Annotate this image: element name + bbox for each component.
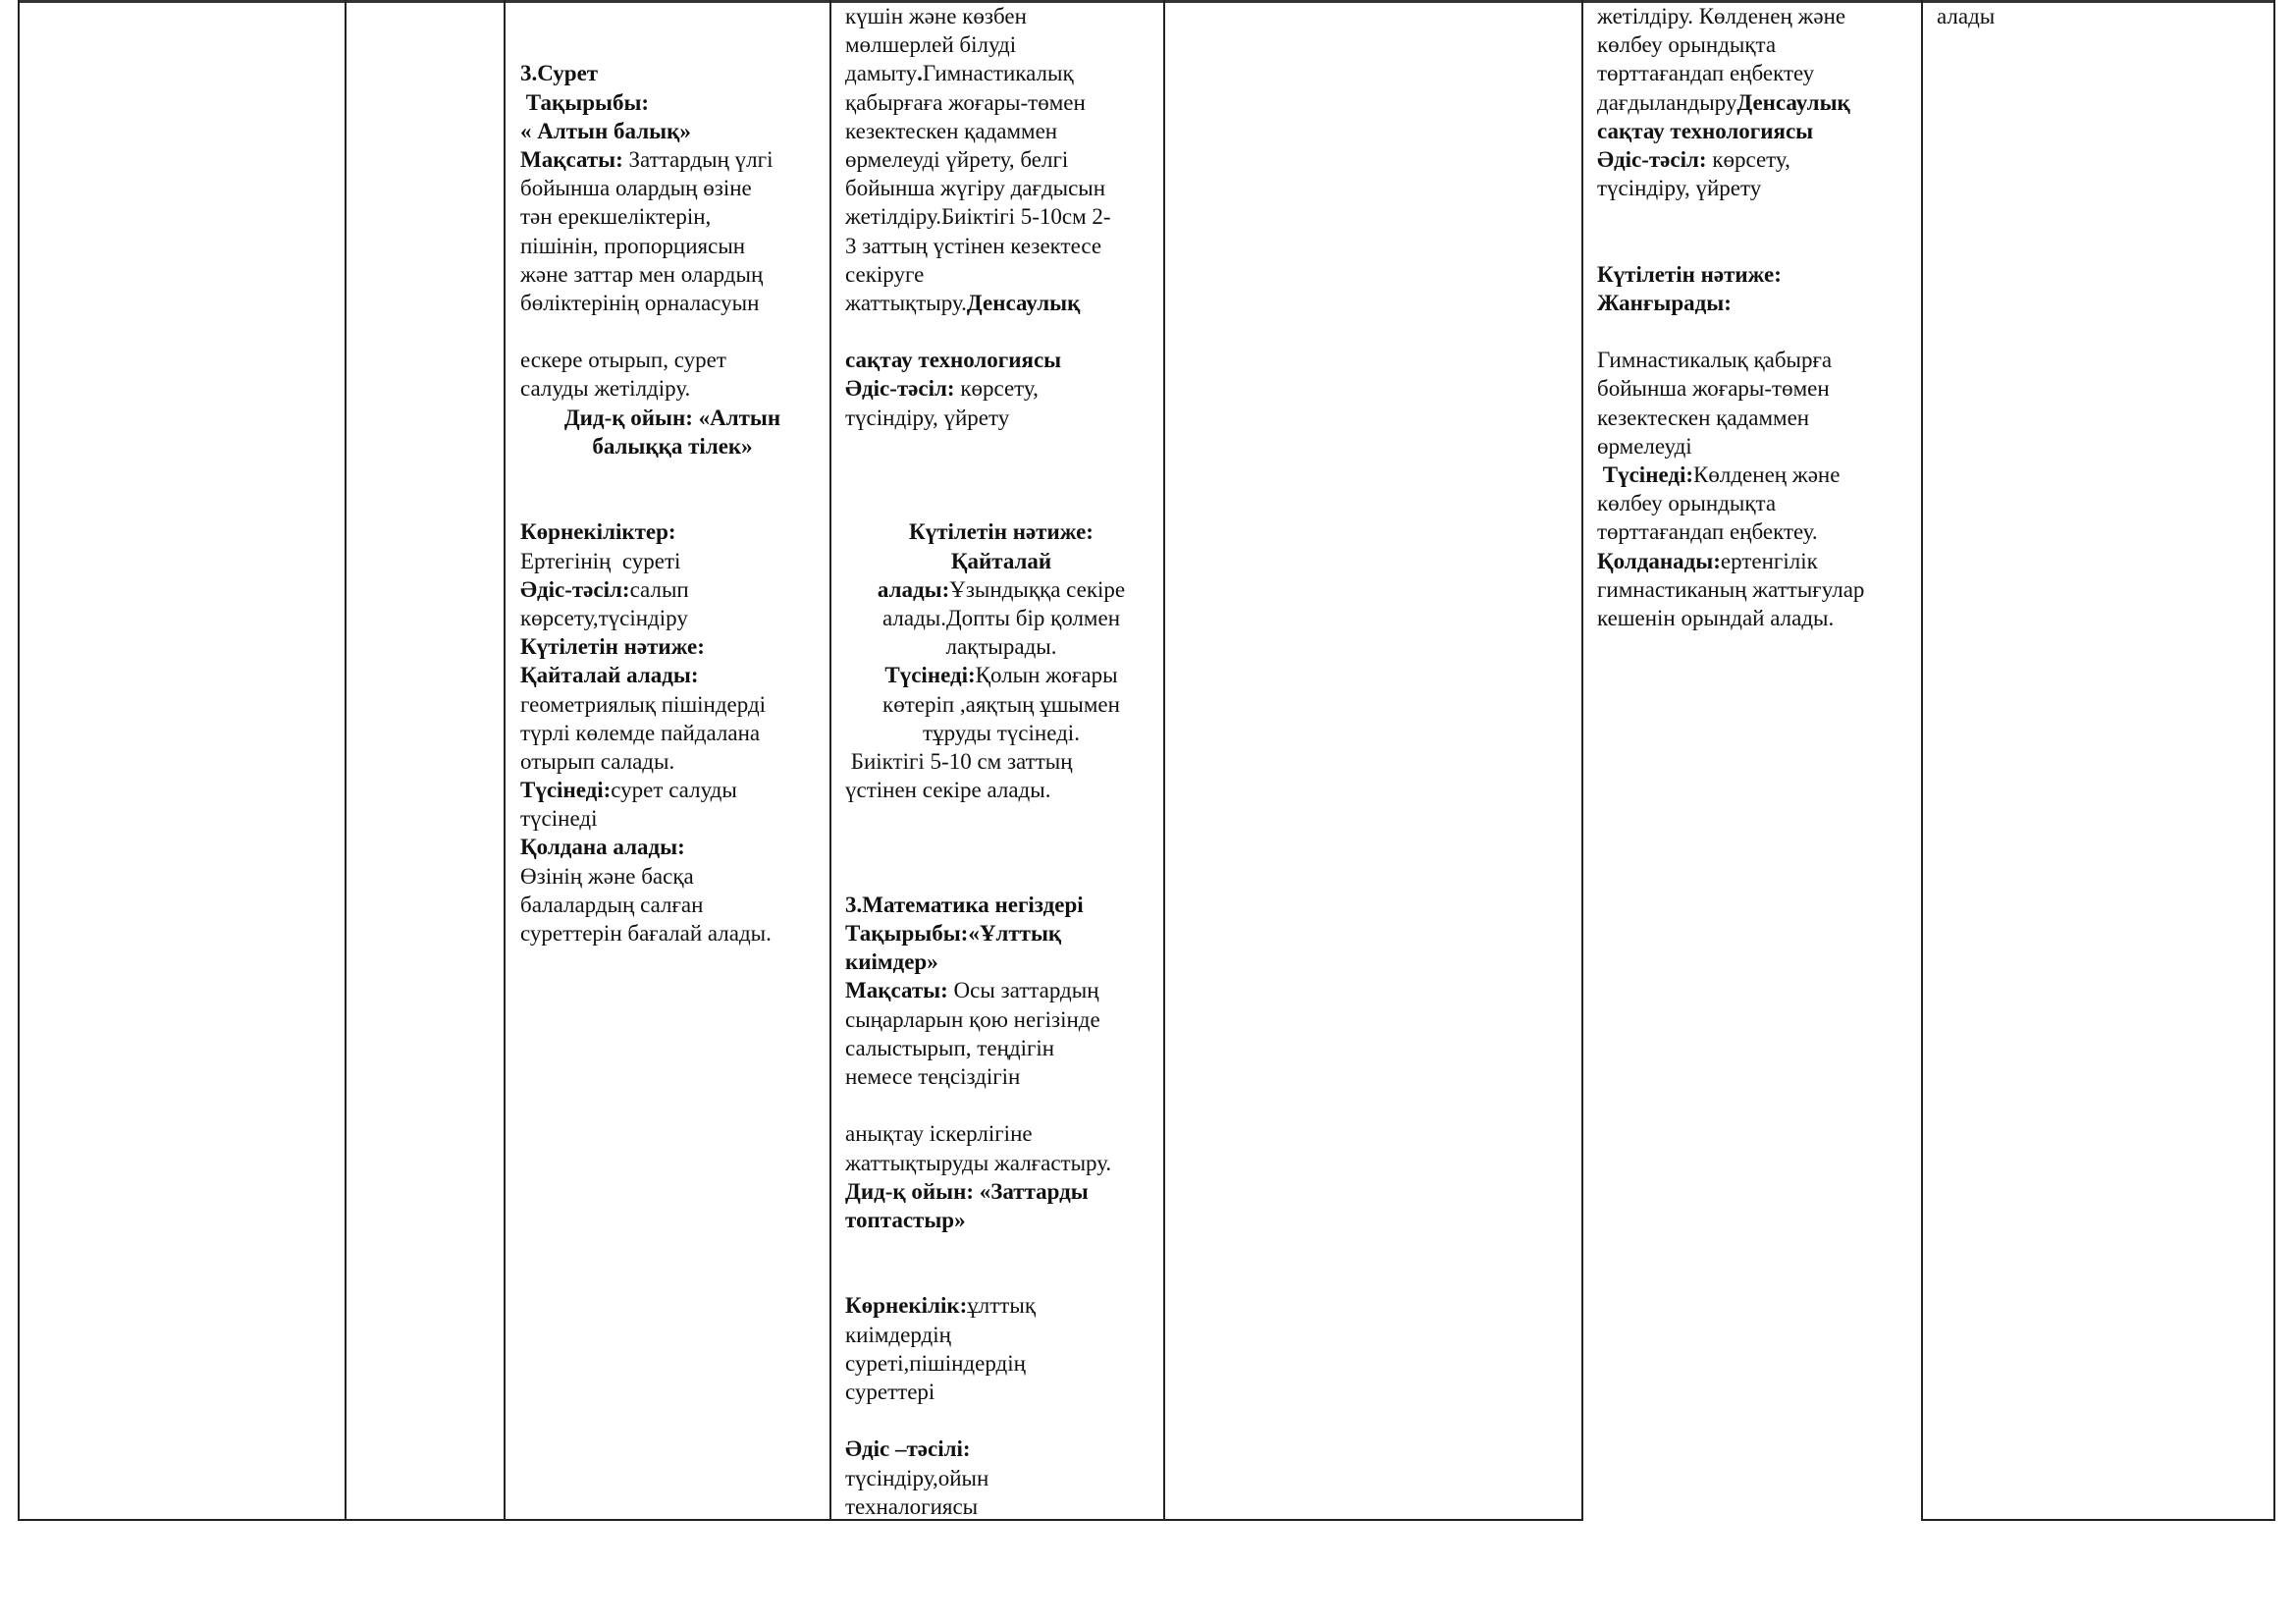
column-divider bbox=[1921, 0, 1923, 1521]
text-segment: ертенгілік bbox=[1720, 548, 1818, 573]
text-line bbox=[845, 1349, 1157, 1378]
text-line bbox=[1937, 2, 2266, 30]
bold-label: Әдіс-тәсіл: bbox=[1597, 146, 1707, 172]
text-line bbox=[845, 1378, 1157, 1406]
text-line bbox=[845, 632, 1157, 661]
column-divider bbox=[829, 0, 831, 1521]
blank-line bbox=[520, 30, 825, 59]
text-segment: түсіндіру, үйрету bbox=[845, 405, 1010, 430]
bold-label: Түсінеді: bbox=[884, 663, 976, 688]
text-segment: жаттықтыру. bbox=[845, 290, 967, 315]
text-segment: және заттар мен олардың bbox=[520, 261, 764, 287]
bold-label: Мақсаты: bbox=[520, 146, 623, 172]
text-segment: пішінін, пропорциясын bbox=[520, 233, 746, 258]
text-line bbox=[520, 202, 825, 231]
blank-line bbox=[845, 1091, 1157, 1119]
text-segment: көлбеу орындықта bbox=[1597, 491, 1777, 516]
text-line bbox=[845, 260, 1157, 289]
text-segment: бойынша жоғары-төмен bbox=[1597, 376, 1830, 402]
text-line bbox=[1597, 346, 1916, 374]
text-line bbox=[520, 747, 825, 776]
text-segment: түсіндіру,ойын bbox=[845, 1465, 989, 1490]
text-segment: өрмелеуді bbox=[1597, 433, 1692, 459]
text-line bbox=[520, 374, 825, 403]
text-segment: көрсету,түсіндіру bbox=[520, 605, 688, 630]
text-segment: мөлшерлей білуді bbox=[845, 32, 1017, 58]
blank-line bbox=[1597, 232, 1916, 260]
text-segment: жаттықтыруды жалғастыру. bbox=[845, 1150, 1112, 1175]
text-segment: тұруды түсінеді. bbox=[923, 720, 1080, 745]
bold-label: Жанғырады: bbox=[1597, 290, 1732, 315]
cell-physical-and-math-lesson bbox=[845, 2, 1157, 1521]
text-line bbox=[845, 1435, 1157, 1463]
bold-label: Әдіс-тәсіл: bbox=[845, 376, 955, 402]
text-segment: анықтау іскерлігіне bbox=[845, 1121, 1033, 1147]
text-line bbox=[845, 1062, 1157, 1091]
bold-label: топтастыр» bbox=[845, 1207, 966, 1232]
bold-label: 3.Математика негіздері bbox=[845, 892, 1084, 917]
bold-label: Қайталай bbox=[950, 548, 1052, 573]
blank-line bbox=[845, 489, 1157, 517]
text-segment: балалардың салған bbox=[520, 892, 704, 917]
text-line bbox=[845, 1005, 1157, 1034]
text-segment: жетілдіру.Биіктігі 5-10см 2- bbox=[845, 204, 1111, 230]
text-line bbox=[845, 145, 1157, 174]
text-line bbox=[520, 833, 825, 861]
text-segment: сурет салуды bbox=[611, 778, 737, 803]
text-segment: ұлттық bbox=[967, 1293, 1036, 1319]
blank-line bbox=[520, 2, 825, 30]
text-line bbox=[845, 719, 1157, 747]
blank-line bbox=[845, 1406, 1157, 1435]
text-line bbox=[520, 719, 825, 747]
text-segment: гимнастиканың жаттығулар bbox=[1597, 576, 1865, 602]
text-line bbox=[520, 661, 825, 689]
text-segment: төрттағандап еңбектеу bbox=[1597, 61, 1815, 86]
text-line bbox=[845, 919, 1157, 947]
text-line bbox=[520, 575, 825, 604]
text-segment: бойынша олардың өзіне bbox=[520, 176, 752, 201]
bold-label: балыққа тілек» bbox=[592, 433, 753, 459]
text-line bbox=[845, 747, 1157, 776]
cell-art-lesson bbox=[520, 2, 825, 947]
text-line bbox=[1597, 289, 1916, 317]
text-line bbox=[845, 604, 1157, 632]
text-line bbox=[520, 145, 825, 174]
text-line bbox=[845, 88, 1157, 117]
text-line bbox=[520, 117, 825, 145]
text-segment: көтеріп ,аяқтың ұшымен bbox=[882, 691, 1120, 717]
text-segment: күшін және көзбен bbox=[845, 4, 1027, 28]
text-line bbox=[845, 374, 1157, 403]
text-line bbox=[845, 947, 1157, 976]
text-segment: отырып салады. bbox=[520, 748, 675, 774]
blank-line bbox=[845, 833, 1157, 861]
text-segment: алады bbox=[1937, 4, 1996, 28]
text-line bbox=[845, 117, 1157, 145]
text-segment: көлбеу орындықта bbox=[1597, 32, 1777, 58]
text-segment: Ертегінің суреті bbox=[520, 548, 681, 573]
bold-label: Қайталай алады: bbox=[520, 663, 699, 688]
text-segment: Гимнастикалық қабырға bbox=[1597, 348, 1833, 373]
text-segment: Гимнастикалық bbox=[922, 61, 1074, 86]
table-bottom-border-last-column bbox=[1922, 1519, 2275, 1521]
text-segment: салып bbox=[629, 576, 689, 602]
text-line bbox=[845, 1291, 1157, 1320]
text-line bbox=[1597, 88, 1916, 117]
bold-label: сақтау технологиясы bbox=[845, 348, 1062, 373]
text-line bbox=[845, 690, 1157, 719]
bold-label: Қолдана алады: bbox=[520, 835, 685, 860]
blank-line bbox=[845, 1263, 1157, 1291]
bold-label: Түсінеді: bbox=[520, 778, 612, 803]
blank-line bbox=[520, 489, 825, 517]
text-segment: ескере отырып, сурет bbox=[520, 348, 726, 373]
bold-label: Түсінеді: bbox=[1597, 462, 1694, 487]
text-line bbox=[1597, 2, 1916, 30]
bold-label: Тақырыбы: bbox=[520, 89, 650, 115]
text-line bbox=[520, 232, 825, 260]
text-line bbox=[845, 776, 1157, 804]
text-line bbox=[1597, 604, 1916, 632]
text-line bbox=[520, 862, 825, 891]
text-segment: жетілдіру. Көлденең және bbox=[1597, 4, 1846, 28]
bold-label: киімдер» bbox=[845, 949, 938, 975]
text-line bbox=[520, 632, 825, 661]
text-line bbox=[520, 604, 825, 632]
bold-label: « Алтын балық» bbox=[520, 118, 691, 143]
text-line bbox=[1597, 547, 1916, 575]
blank-line bbox=[845, 432, 1157, 460]
text-line bbox=[1597, 59, 1916, 87]
bold-label: Күтілетін нәтиже: bbox=[909, 519, 1094, 545]
text-segment: түсінеді bbox=[520, 806, 598, 832]
text-line bbox=[845, 174, 1157, 202]
text-segment: Өзінің және басқа bbox=[520, 863, 694, 889]
cell-expected-results bbox=[1597, 2, 1916, 632]
text-line bbox=[845, 404, 1157, 432]
blank-line bbox=[845, 1234, 1157, 1263]
text-segment: кезектескен қадаммен bbox=[1597, 405, 1810, 430]
blank-line bbox=[845, 804, 1157, 833]
bold-label: Әдіс –тәсілі: bbox=[845, 1436, 971, 1462]
bold-label: Дид-қ ойын: «Алтын bbox=[563, 405, 781, 430]
text-segment: бойынша жүгіру дағдысын bbox=[845, 176, 1106, 201]
text-line bbox=[845, 30, 1157, 59]
text-line bbox=[1597, 432, 1916, 460]
text-line bbox=[520, 59, 825, 87]
text-segment: салуды жетілдіру. bbox=[520, 376, 691, 402]
bold-label: Қолданады: bbox=[1597, 548, 1721, 573]
text-line bbox=[1597, 575, 1916, 604]
text-line bbox=[845, 1177, 1157, 1206]
bold-label: Денсаулық bbox=[1736, 89, 1850, 115]
text-line bbox=[520, 432, 825, 460]
text-line bbox=[845, 976, 1157, 1004]
text-line bbox=[520, 919, 825, 947]
text-line bbox=[1597, 374, 1916, 403]
text-segment: 3 заттың үстінен кезектесе bbox=[845, 233, 1102, 258]
text-segment: Биіктігі 5-10 см заттың bbox=[845, 748, 1073, 774]
text-line bbox=[845, 289, 1157, 317]
bold-label: Дид-қ ойын: «Заттарды bbox=[845, 1178, 1089, 1204]
text-segment: суреттері bbox=[845, 1380, 935, 1404]
text-segment: немесе теңсіздігін bbox=[845, 1063, 1021, 1089]
text-segment: кезектескен қадаммен bbox=[845, 118, 1058, 143]
column-divider bbox=[1581, 0, 1583, 1521]
text-segment: секіруге bbox=[845, 261, 925, 287]
text-segment: дамыту bbox=[845, 61, 918, 86]
column-divider bbox=[345, 0, 347, 1521]
blank-line bbox=[845, 460, 1157, 489]
text-segment: өрмелеуді үйрету, белгі bbox=[845, 146, 1069, 172]
text-line bbox=[1597, 174, 1916, 202]
text-line bbox=[520, 88, 825, 117]
text-line bbox=[520, 346, 825, 374]
text-segment: алады.Допты бір қолмен bbox=[881, 605, 1121, 630]
text-line bbox=[845, 547, 1157, 575]
bold-label: Күтілетін нәтиже: bbox=[520, 634, 705, 660]
bold-label: Мақсаты: bbox=[845, 978, 948, 1003]
text-line bbox=[520, 517, 825, 546]
text-segment: көрсету, bbox=[954, 376, 1039, 402]
column-divider bbox=[2273, 0, 2275, 1521]
text-line bbox=[845, 661, 1157, 689]
text-line bbox=[845, 891, 1157, 919]
column-divider bbox=[1163, 0, 1165, 1521]
text-segment: түсіндіру, үйрету bbox=[1597, 176, 1762, 201]
text-segment: салыстырып, теңдігін bbox=[845, 1035, 1055, 1060]
text-line bbox=[1597, 460, 1916, 489]
blank-line bbox=[845, 862, 1157, 891]
text-segment: бөліктерінің орналасуын bbox=[520, 290, 760, 315]
text-segment: Заттардың үлгі bbox=[622, 146, 774, 172]
text-line bbox=[1597, 30, 1916, 59]
text-line bbox=[520, 260, 825, 289]
text-line bbox=[520, 547, 825, 575]
text-segment: түрлі көлемде пайдалана bbox=[520, 720, 761, 745]
text-segment: Қолын жоғары bbox=[975, 663, 1118, 688]
text-segment: үстінен секіре алады. bbox=[845, 778, 1051, 803]
text-line bbox=[845, 2, 1157, 30]
text-line bbox=[845, 1492, 1157, 1521]
bold-label: Көрнекілік: bbox=[845, 1293, 968, 1319]
text-line bbox=[845, 1464, 1157, 1492]
text-segment: дағдыландыру bbox=[1597, 89, 1737, 115]
text-segment: Осы заттардың bbox=[947, 978, 1099, 1003]
text-line bbox=[845, 346, 1157, 374]
column-divider bbox=[504, 0, 506, 1521]
text-line bbox=[1597, 489, 1916, 517]
text-line bbox=[520, 404, 825, 432]
text-segment: Ұзындыққа секіре bbox=[949, 576, 1126, 602]
text-segment: суреттерін бағалай алады. bbox=[520, 921, 772, 946]
blank-line bbox=[520, 317, 825, 346]
text-line bbox=[520, 174, 825, 202]
text-line bbox=[845, 202, 1157, 231]
text-line bbox=[845, 1149, 1157, 1177]
text-segment: суреті,пішіндердің bbox=[845, 1350, 1026, 1376]
text-line bbox=[845, 575, 1157, 604]
bold-label: . bbox=[917, 61, 923, 86]
text-line bbox=[1597, 145, 1916, 174]
bold-label: сақтау технологиясы bbox=[1597, 118, 1814, 143]
text-segment: Көлденең және bbox=[1693, 462, 1841, 487]
text-segment: киімдердің bbox=[845, 1322, 951, 1347]
text-line bbox=[1597, 404, 1916, 432]
text-segment: лақтырады. bbox=[945, 634, 1057, 660]
blank-line bbox=[1597, 202, 1916, 231]
blank-line bbox=[1597, 317, 1916, 346]
text-line bbox=[520, 804, 825, 833]
bold-label: Денсаулық bbox=[966, 290, 1081, 315]
text-segment: сыңарларын қою негізінде bbox=[845, 1006, 1100, 1032]
text-segment: төрттағандап еңбектеу. bbox=[1597, 519, 1818, 545]
text-line bbox=[1597, 260, 1916, 289]
text-segment: техналогиясы bbox=[845, 1493, 979, 1519]
cell-last-column bbox=[1937, 2, 2266, 30]
bold-label: Әдіс-тәсіл: bbox=[520, 576, 630, 602]
text-line bbox=[1597, 517, 1916, 546]
text-segment: кешенін орындай алады. bbox=[1597, 605, 1835, 630]
text-line bbox=[520, 690, 825, 719]
text-segment: тән ерекшеліктерін, bbox=[520, 204, 712, 230]
bold-label: 3.Сурет bbox=[520, 61, 599, 86]
text-segment: геометриялық пішіндерді bbox=[520, 691, 767, 717]
text-line bbox=[845, 59, 1157, 87]
blank-line bbox=[520, 460, 825, 489]
text-line bbox=[520, 891, 825, 919]
text-line bbox=[845, 1034, 1157, 1062]
bold-label: алады: bbox=[877, 576, 950, 602]
text-line bbox=[845, 1119, 1157, 1148]
bold-label: Көрнекіліктер: bbox=[520, 519, 676, 545]
text-line bbox=[845, 517, 1157, 546]
text-line bbox=[845, 1321, 1157, 1349]
bold-label: Күтілетін нәтиже: bbox=[1597, 261, 1782, 287]
text-line bbox=[520, 289, 825, 317]
bold-label: Тақырыбы:«Ұлттық bbox=[845, 921, 1062, 946]
text-line bbox=[845, 1206, 1157, 1234]
text-segment: көрсету, bbox=[1706, 146, 1790, 172]
column-divider bbox=[18, 0, 20, 1521]
text-line bbox=[845, 232, 1157, 260]
text-line bbox=[520, 776, 825, 804]
blank-line bbox=[845, 317, 1157, 346]
text-segment: қабырғаға жоғары-төмен bbox=[845, 89, 1086, 115]
table-bottom-border bbox=[18, 1519, 1583, 1521]
text-line bbox=[1597, 117, 1916, 145]
